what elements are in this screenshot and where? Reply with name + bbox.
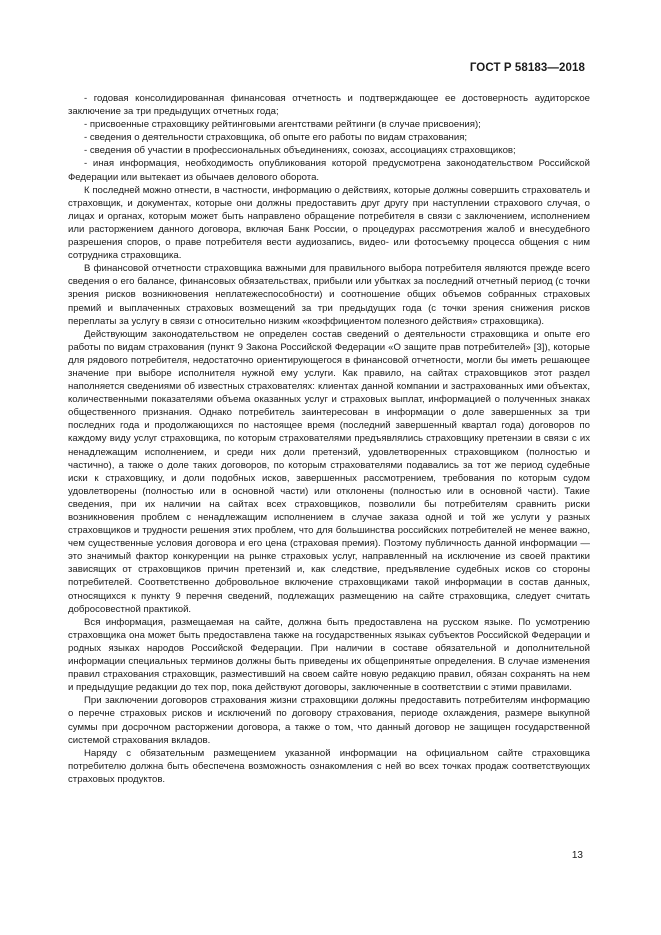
page-number: 13 [571,850,583,861]
paragraph: В финансовой отчетности страховщика важными для правильного выбора потребителя являются прежде всего сведения о его балансе, финансовых обязательствах, прибыли или убытках за последний отчетный период (с точки зрения рисков возникновения неплатежеспособности) и соотношение общих объемов собранных страховых премий и выплаченных страховых возмещений за три предыдущих года (с точки зрения снижения рисков переплаты за услугу в связи с относительно низким «коэффициентом полезного действия» страховщика). [68,263,590,327]
paragraph: - иная информация, необходимость опубликования которой предусмотрена законодательством Российской Федерации или вытекает из обычаев делового оборота. [68,158,590,183]
paragraph: К последней можно отнести, в частности, информацию о действиях, которые должны совершить страхователь и страховщик, и документах, которые они должны предоставить друг другу при наступлении страхового случая, о лицах и органах, которым может быть направлено обращение потребителя в связи с заключением, исполнением или расторжением данного договора, включая Банк России, о процедурах рассмотрения жалоб и внесудебного разрешения споров, о праве потребителя вести аудиозапись, видео- или фотосъемку процесса общения с ним сотрудника страховщика. [68,184,590,262]
paragraph: - сведения об участии в профессиональных объединениях, союзах, ассоциациях страховщиков; [84,145,516,157]
paragraph: Наряду с обязательным размещением указанной информации на официальном сайте страховщика потребителю должна быть обеспечена возможность ознакомления с ней во всех точках продаж соответствующих страховых продуктов. [68,747,590,785]
paragraph: При заключении договоров страхования жизни страховщики должны предоставить потребителям информацию о перечне страховых рисков и исключений по договору страхования, периоде охлаждения, размере выкупной суммы при досрочном расторжении договора, а также о том, что данный договор не защищен государственной системой страхования вкладов. [68,695,590,746]
document-body [68,92,590,786]
paragraph: - годовая консолидированная финансовая отчетность и подтверждающее ее достоверность аудиторское заключение за три предыдущих отчетных года; [68,93,590,118]
paragraph: - присвоенные страховщику рейтинговыми агентствами рейтинги (в случае присвоения); [84,119,481,131]
paragraph: - сведения о деятельности страховщика, об опыте его работы по видам страхования; [84,132,468,144]
document-code-header: ГОСТ Р 58183—2018 [469,62,585,74]
paragraph: Вся информация, размещаемая на сайте, должна быть предоставлена на русском языке. По усмотрению страховщика она может быть предоставлена также на государственных языках субъектов Российской Федерации и родных языках народов Российской Федерации. При наличии в составе обязательной и дополнительной информации специальных терминов должны быть приведены их общепринятые определения. В случае изменения правил страхования страховщик, разместивший на своем сайте новую редакцию правил, обязан сохранять на нем и предыдущие редакции до тех пор, пока действуют договоры, заключенные в соответствии с этими правилами. [68,616,590,694]
paragraph: Действующим законодательством не определен состав сведений о деятельности страховщика и опыте его работы по видам страхования (пункт 9 Закона Российской Федерации «О защите прав потребителей» [3]), которые для рядового потребителя, недостаточно ориентирующегося в финансовой отчетности, могли бы иметь решающее значение при выборе исполнителя нужной ему услуги. Как правило, на сайтах страховщиков этот раздел наполняется сведениями об известных страхователях: клиентах данной компании и застрахованных ими объектах, количественными показателями объема оказанных услуг и страховых выплат, информацией о полученных знаках общественного признания. Однако потребитель заинтересован в информации о доле завершенных за три последних года и продолжающихся по настоящее время (последний завершенный квартал года) договоров по каждому виду услуг страховщика, по которым страхователями предъявлялись страховщику претензии в связи с их ненадлежащим исполнением, и среди них доли претензий, удовлетворенных страховщиком (полностью и частично), а также о доле таких договоров, по которым страхователями подавались за тот же период судебные иски к страховщику, и доли подобных исков, завершенных рассмотрением, требования по которым судом удовлетворены (полностью или в основной части) или отклонены (полностью или в основной части). Такие сведения, при их наличии на сайтах всех страховщиков, позволили бы потребителям сравнить риски возникновения проблем с ненадлежащим исполнением в случае заказа одной и той же услуги у разных страховщиков и трудности решения этих проблем, что для большинства российских потребителей не менее важно, чем существенные условия договора и его цена (страховая премия). Поэтому публичность данной информации — это значимый фактор конкуренции на рынке страховых услуг, направленный на исключение из своей практики зависящих от страховщиков причин претензий и, как следствие, предъявление судебных исков со стороны потребителей. Соответственно добровольное включение страховщиками такой информации в состав данных, относящихся к пункту 9 перечня сведений, подлежащих размещению на сайте страховщика, следует считать добросовестной практикой. [68,328,590,615]
